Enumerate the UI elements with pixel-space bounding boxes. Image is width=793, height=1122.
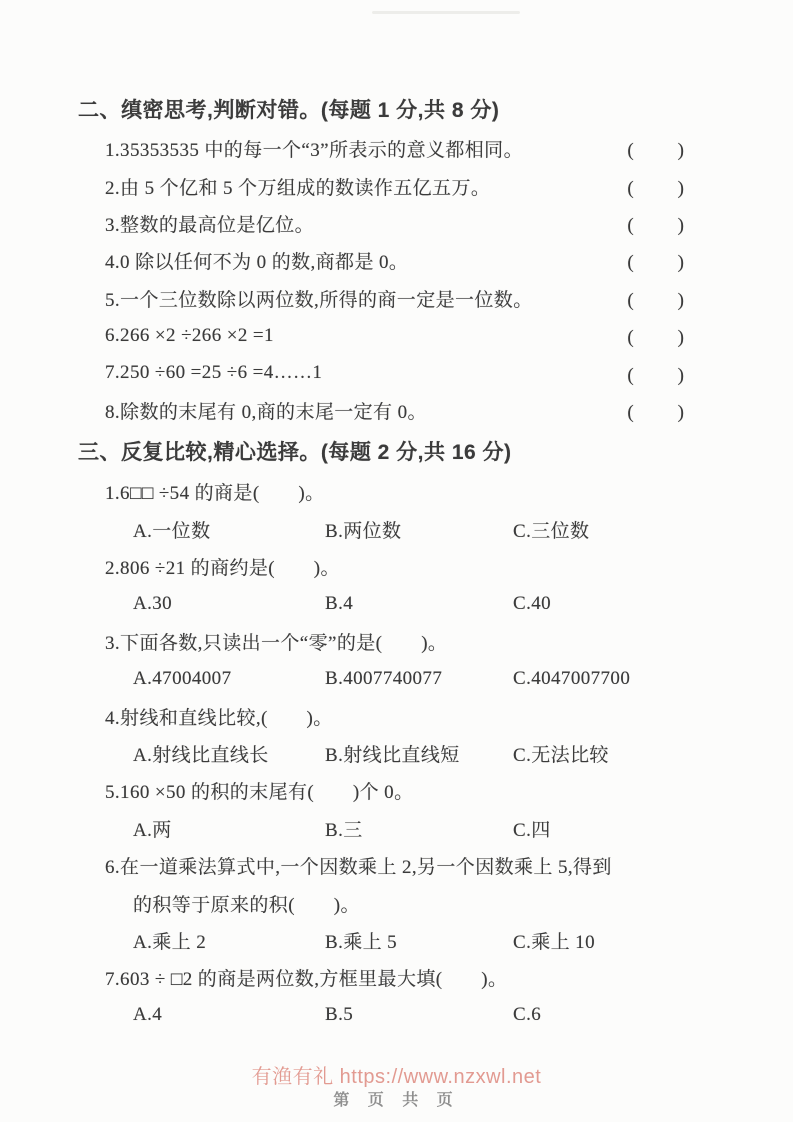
option-a: A.乘上 2 <box>133 932 207 953</box>
question-text: 6.在一道乘法算式中,一个因数乘上 2,另一个因数乘上 5,得到 <box>105 857 612 879</box>
judge-item-text: 5.一个三位数除以两位数,所得的商一定是一位数。 <box>105 289 533 311</box>
option-b: B.射线比直线短 <box>325 745 460 767</box>
option-b: B.两位数 <box>325 520 402 542</box>
judge-item-text: 1.35353535 中的每一个“3”所表示的意义都相同。 <box>105 140 523 162</box>
answer-blank: ( ) <box>627 401 686 423</box>
multiple-choice-list <box>0 473 793 1034</box>
option-a: A.30 <box>133 592 173 614</box>
option-b: B.乘上 5 <box>325 932 398 953</box>
option-a: A.射线比直线长 <box>133 745 269 767</box>
option-b: B.4 <box>325 592 354 614</box>
judge-item <box>0 280 793 317</box>
option-c: C.三位数 <box>513 520 590 542</box>
judge-item-text: 6.266 ×2 ÷266 ×2 =1 <box>105 324 274 346</box>
question-text: 的积等于原来的积( )。 <box>133 894 360 916</box>
judge-item-text: 7.250 ÷60 =25 ÷6 =4……1 <box>105 362 323 384</box>
question-text: 5.160 ×50 的积的末尾有( )个 0。 <box>105 782 414 804</box>
judge-item <box>0 130 793 167</box>
judge-item <box>0 167 793 204</box>
option-a: A.4 <box>133 1004 163 1026</box>
option-c: C.无法比较 <box>513 745 609 767</box>
options-row <box>0 922 793 959</box>
judge-item-text: 3.整数的最高位是亿位。 <box>105 214 315 236</box>
answer-blank: ( ) <box>627 140 686 162</box>
options-row <box>0 735 793 772</box>
question-text: 3.下面各数,只读出一个“零”的是( )。 <box>105 632 448 654</box>
answer-blank: ( ) <box>627 177 686 199</box>
judge-item-text: 4.0 除以任何不为 0 的数,商都是 0。 <box>105 252 409 274</box>
answer-blank: ( ) <box>627 289 686 311</box>
option-c: C.四 <box>513 819 551 841</box>
option-a: A.一位数 <box>133 520 211 542</box>
section-choice-heading: 三、反复比较,精心选择。(每题 2 分,共 16 分) <box>78 441 512 465</box>
judge-item <box>0 392 793 429</box>
judge-item <box>0 354 793 391</box>
question-text: 7.603 ÷ □2 的商是两位数,方框里最大填( )。 <box>105 969 508 991</box>
true-false-list <box>0 130 793 429</box>
question-text: 2.806 ÷21 的商约是( )。 <box>105 558 340 580</box>
options-row <box>0 810 793 847</box>
footer-watermark-link[interactable]: 有渔有礼 https://www.nzxwl.net <box>251 1065 542 1088</box>
option-b: B.4007740077 <box>325 667 443 689</box>
option-a: A.47004007 <box>133 667 232 689</box>
options-row <box>0 660 793 697</box>
option-c: C.乘上 10 <box>513 932 595 953</box>
option-b: B.5 <box>325 1004 354 1026</box>
judge-item <box>0 205 793 242</box>
option-c: C.4047007700 <box>513 667 631 689</box>
options-row <box>0 585 793 622</box>
answer-blank: ( ) <box>627 327 686 349</box>
options-row <box>0 997 793 1034</box>
judge-item-text: 2.由 5 个亿和 5 个万组成的数读作五亿五万。 <box>105 177 491 199</box>
question-text: 4.射线和直线比较,( )。 <box>105 707 333 729</box>
option-a: A.两 <box>133 819 172 841</box>
option-c: C.6 <box>513 1004 542 1026</box>
option-c: C.40 <box>513 592 552 614</box>
answer-blank: ( ) <box>627 252 686 274</box>
answer-blank: ( ) <box>627 364 686 386</box>
section-judge-heading: 二、缜密思考,判断对错。(每题 1 分,共 8 分) <box>78 99 500 122</box>
question-text: 1.6□□ ÷54 的商是( )。 <box>105 483 325 505</box>
answer-blank: ( ) <box>627 214 686 236</box>
judge-item <box>0 242 793 279</box>
judge-item <box>0 317 793 354</box>
option-b: B.三 <box>325 819 363 841</box>
judge-item-text: 8.除数的末尾有 0,商的末尾一定有 0。 <box>105 401 427 423</box>
footer-page-indicator: 第 页 共 页 <box>333 1091 460 1109</box>
options-row <box>0 511 793 548</box>
